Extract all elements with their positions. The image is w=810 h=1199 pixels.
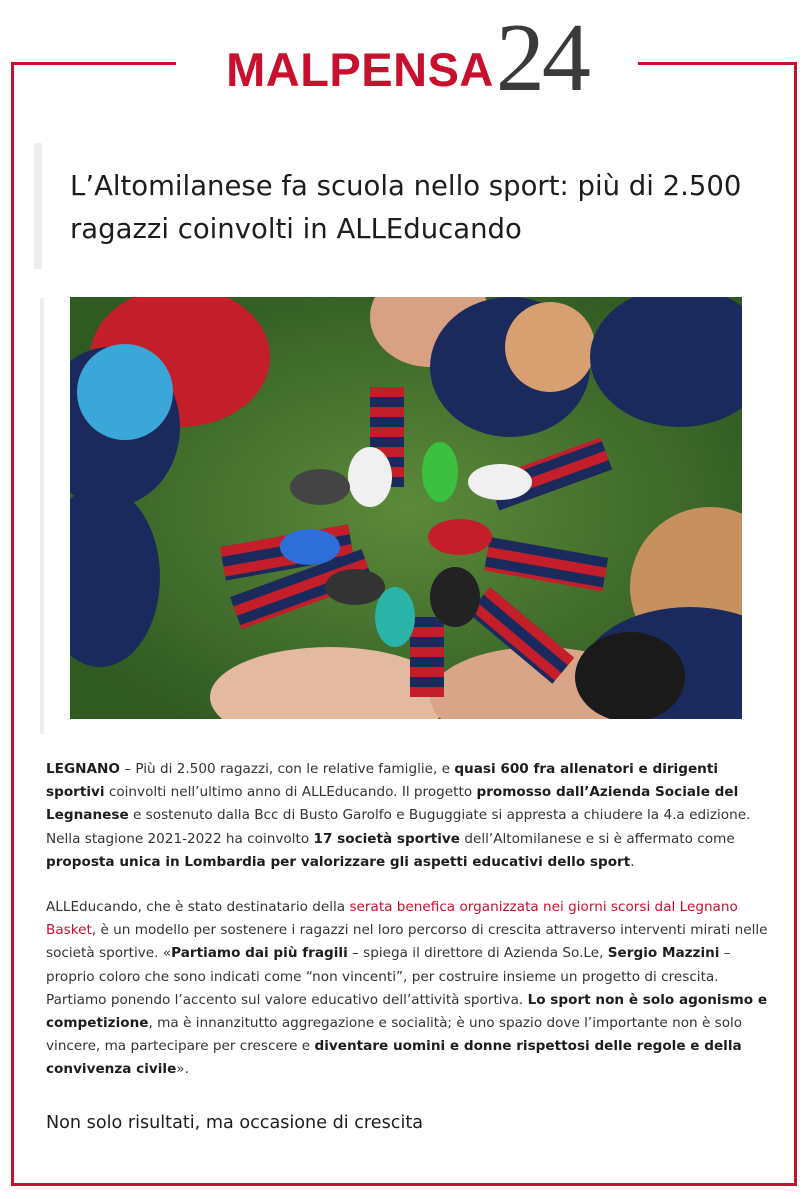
article-body bbox=[46, 758, 776, 1104]
title-accent-bar bbox=[34, 143, 42, 269]
bold-span: Sergio Mazzini bbox=[607, 945, 720, 962]
article-link[interactable]: serata benefica organizzata nei giorni scorsi dal Legnano Basket bbox=[46, 899, 738, 939]
dateline: LEGNANO bbox=[46, 761, 120, 777]
paragraph bbox=[46, 896, 776, 1082]
text-span: e sostenuto dalla Bcc di Busto Garolfo e Buguggiate si appresta a chiudere la 4.a edizione. Nella stagione 2021-2022 ha coinvolto bbox=[46, 807, 751, 847]
text-span: ALLEducando, che è stato destinatario della bbox=[46, 899, 350, 916]
text-span: coinvolti nell’ultimo anno di ALLEducando. Il progetto bbox=[104, 784, 477, 801]
logo-number: 24 bbox=[495, 3, 588, 112]
article-subheading: Non solo risultati, ma occasione di crescita bbox=[46, 1113, 424, 1133]
site-logo[interactable] bbox=[176, 3, 638, 112]
text-span: dell’Altomilanese e si è affermato come bbox=[460, 830, 735, 847]
text-span: – spiega il direttore di Azienda So.Le, bbox=[347, 945, 608, 962]
text-span: , è un modello per sostenere i ragazzi nel loro percorso di crescita attraverso interventi mirati nelle società sportive. « bbox=[46, 922, 768, 962]
bold-span: promosso dall’Azienda Sociale del Legnanese bbox=[46, 784, 739, 824]
image-accent-bar bbox=[40, 298, 44, 734]
paragraph bbox=[46, 758, 776, 874]
bold-span: diventare uomini e donne rispettosi delle regole e della convivenza civile bbox=[46, 1038, 742, 1078]
text-span: , ma è innanzitutto aggregazione e socialità; è uno spazio dove l’importante non è solo vincere, ma partecipare per crescere e bbox=[46, 1015, 743, 1055]
bold-span: Partiamo dai più fragili bbox=[171, 945, 348, 962]
article-photo bbox=[70, 297, 742, 719]
bold-span: Lo sport non è solo agonismo e competizione bbox=[46, 991, 768, 1032]
text-span: ». bbox=[176, 1061, 189, 1078]
bold-span: proposta unica in Lombardia per valorizzare gli aspetti educativi dello sport bbox=[46, 853, 631, 870]
text-span: – proprio coloro che sono indicati come “non vincenti”, per costruire insieme un progetto di crescita. Partiamo ponendo l’accento sul valore educativo dell’attività sportiva. bbox=[46, 945, 731, 1008]
text-span: – Più di 2.500 ragazzi, con le relative famiglie, e bbox=[119, 761, 455, 777]
text-span: . bbox=[630, 853, 635, 870]
bold-span: 17 società sportive bbox=[313, 830, 461, 847]
bold-span: quasi 600 fra allenatori e dirigenti sportivi bbox=[46, 761, 718, 801]
article-title: L’Altomilanese fa scuola nello sport: più di 2.500 ragazzi coinvolti in ALLEducando bbox=[70, 170, 742, 245]
logo-wordmark: MALPENSA bbox=[226, 43, 494, 96]
photo-illustration bbox=[70, 297, 742, 719]
